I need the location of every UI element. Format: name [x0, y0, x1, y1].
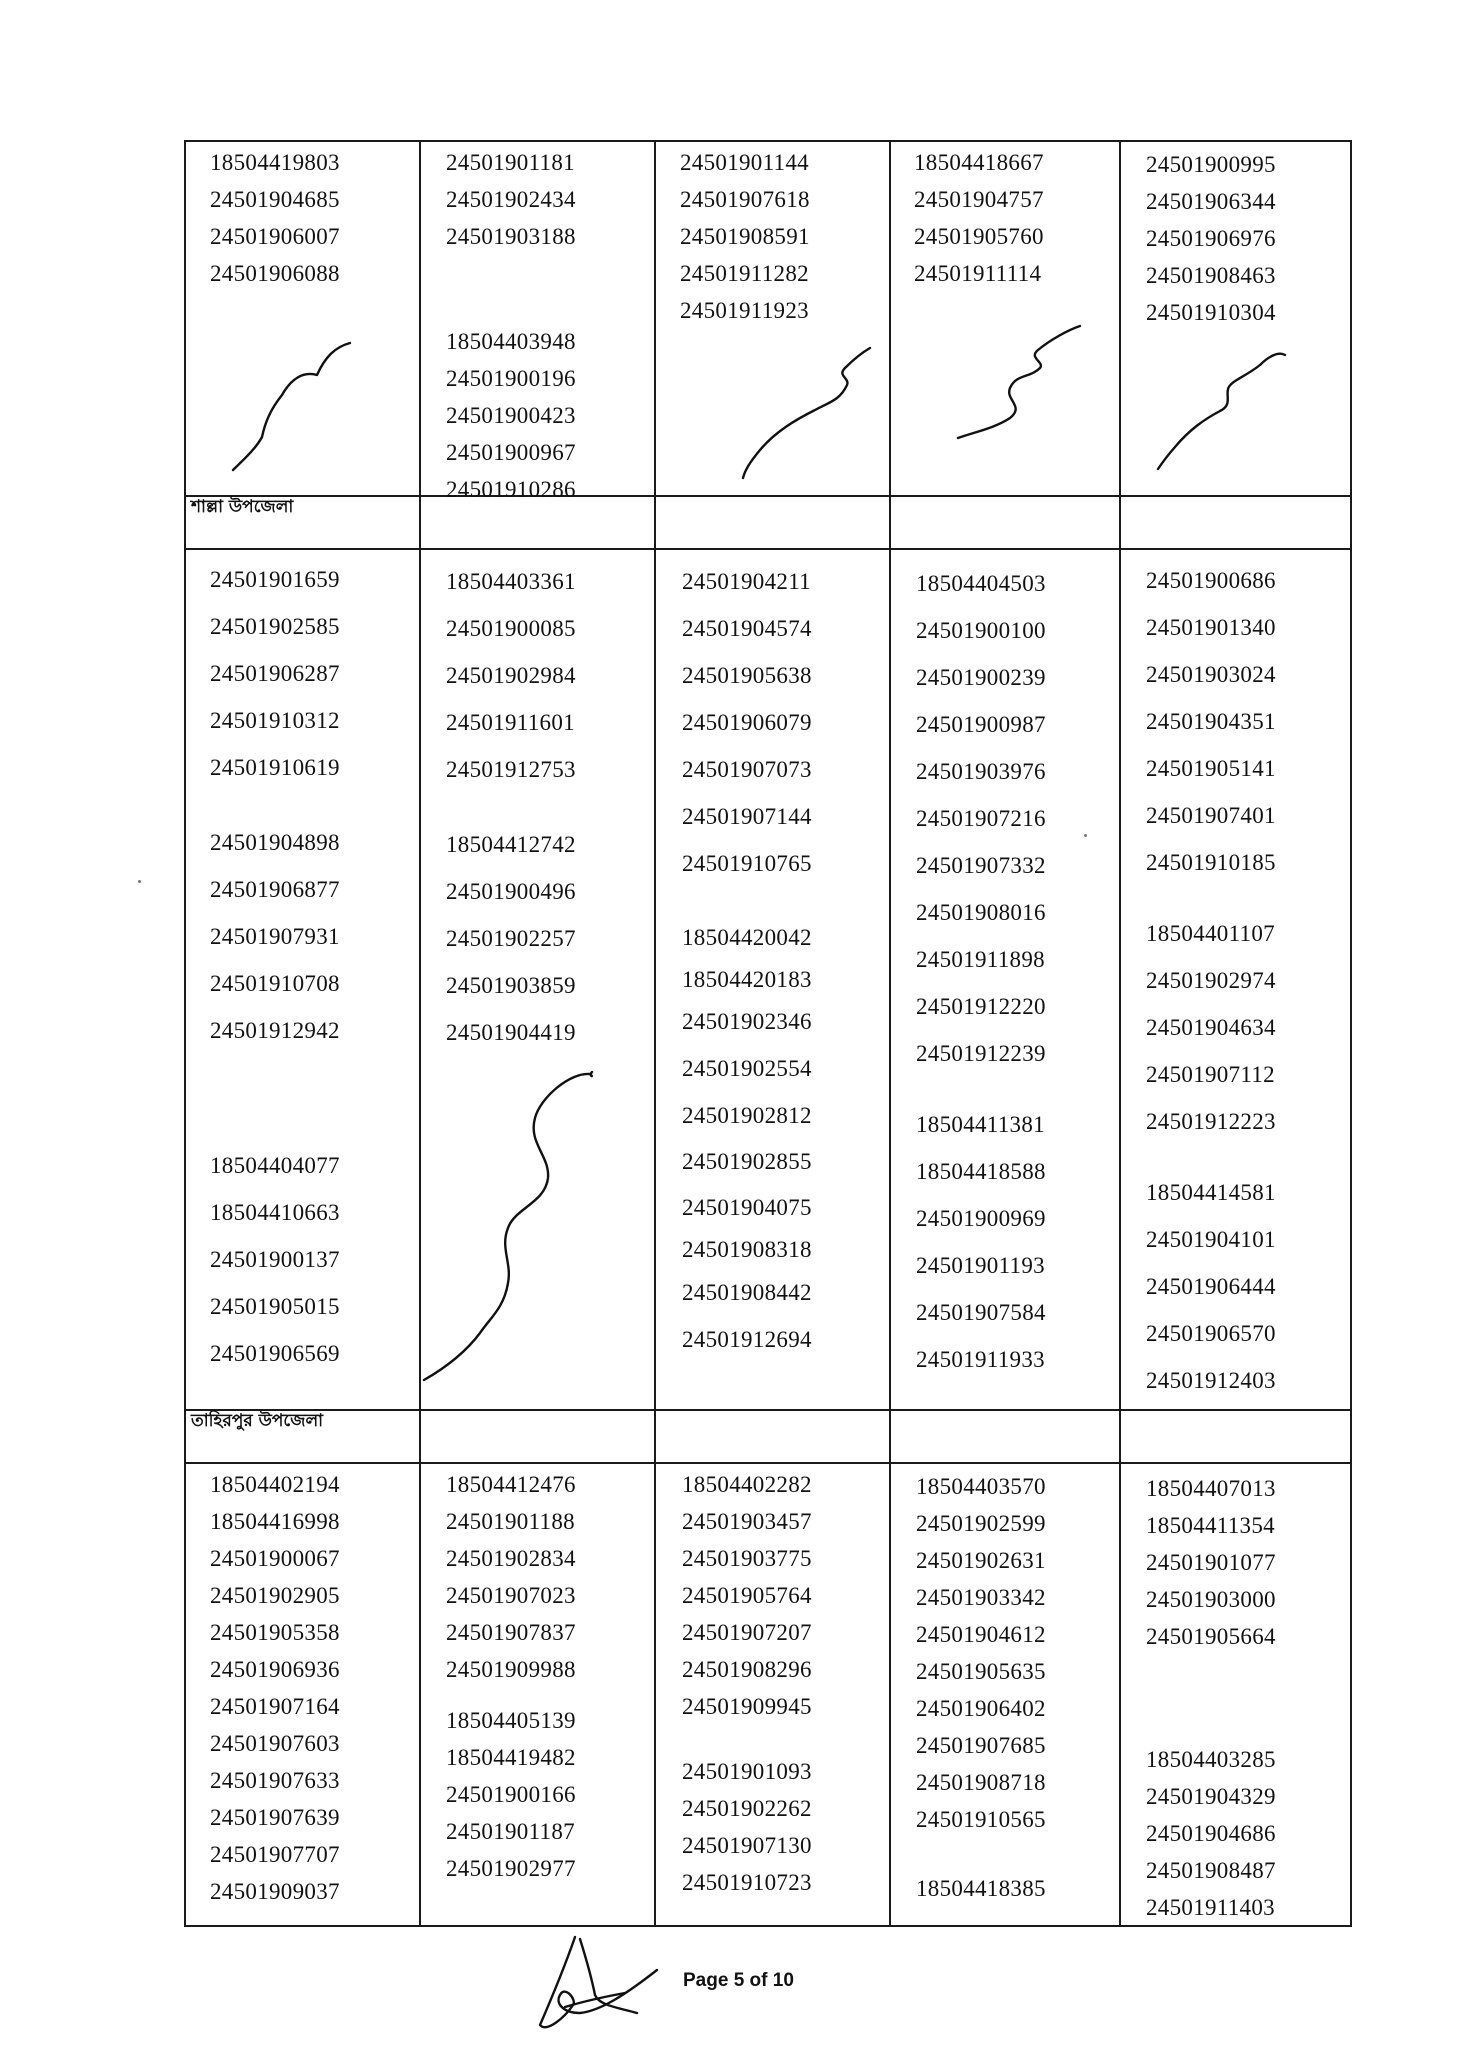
list-item: 24501900967: [446, 440, 576, 465]
list-item: 24501907931: [210, 924, 340, 949]
list-item: 24501907837: [446, 1620, 576, 1645]
list-item: 24501902585: [210, 614, 340, 639]
list-item: 24501902984: [446, 663, 576, 688]
list-item: 24501912753: [446, 757, 576, 782]
list-item: 24501904634: [1146, 1015, 1276, 1040]
list-item: 24501908487: [1146, 1858, 1276, 1883]
list-item: 24501907707: [210, 1842, 340, 1867]
list-item: 24501907633: [210, 1768, 340, 1793]
section-3-column-2: [446, 1466, 576, 1887]
list-item: 24501902262: [682, 1796, 812, 1821]
list-item: 18504410663: [210, 1200, 340, 1225]
table-column-divider: [419, 140, 421, 1927]
section-1-column-4: [914, 144, 1044, 292]
list-item: 18504419803: [210, 150, 340, 175]
list-item: 18504418385: [916, 1876, 1046, 1901]
list-item: 18504414581: [1146, 1180, 1276, 1205]
list-item: 18504402194: [210, 1472, 340, 1497]
list-item: 24501906936: [210, 1657, 340, 1682]
list-item: 24501900067: [210, 1546, 340, 1571]
list-item: 18504403570: [916, 1474, 1046, 1499]
list-item: 24501909988: [446, 1657, 576, 1682]
list-item: 24501901193: [916, 1253, 1045, 1278]
list-item: 24501908463: [1146, 263, 1276, 288]
section-3-column-4: [916, 1468, 1046, 1907]
list-item: 24501904686: [1146, 1821, 1276, 1846]
list-item: 18504411354: [1146, 1513, 1275, 1538]
section-label-tahirpur: তাহিরপুর উপজেলা: [191, 1411, 324, 1431]
number-group: [914, 144, 1044, 292]
number-group: [916, 1468, 1046, 1838]
list-item: 24501912403: [1146, 1368, 1276, 1393]
list-item: 24501911898: [916, 947, 1045, 972]
list-item: 24501910765: [682, 851, 812, 876]
list-item: 24501904612: [916, 1622, 1046, 1647]
list-item: 24501901187: [446, 1819, 575, 1844]
list-item: 24501907112: [1146, 1062, 1275, 1087]
list-item: 24501907164: [210, 1694, 340, 1719]
section-1-column-1: [210, 144, 340, 292]
list-item: 24501908016: [916, 900, 1046, 925]
list-item: 24501903024: [1146, 662, 1276, 687]
list-item: 18504405139: [446, 1708, 576, 1733]
list-item: 24501900995: [1146, 152, 1276, 177]
list-item: 24501903775: [682, 1546, 812, 1571]
list-item: 24501901093: [682, 1759, 812, 1784]
list-item: 24501902977: [446, 1856, 576, 1881]
number-group: [682, 1753, 812, 1901]
list-item: 24501902812: [682, 1103, 812, 1128]
table-border-left: [184, 140, 186, 1927]
list-item: 24501904329: [1146, 1784, 1276, 1809]
pen-stroke-mark: [735, 340, 885, 480]
list-item: 24501908318: [682, 1237, 812, 1262]
list-item: 18504404077: [210, 1153, 340, 1178]
number-group: [210, 1466, 340, 1910]
list-item: 18504416998: [210, 1509, 340, 1534]
number-group: [446, 144, 576, 255]
list-item: 24501901340: [1146, 615, 1276, 640]
list-item: 24501906079: [682, 710, 812, 735]
number-group: [1146, 1470, 1276, 1655]
list-item: 24501906976: [1146, 226, 1276, 251]
list-item: 24501904685: [210, 187, 340, 212]
list-item: 24501910312: [210, 708, 340, 733]
list-item: 18504407013: [1146, 1476, 1276, 1501]
list-item: 24501905015: [210, 1294, 340, 1319]
list-item: 24501906444: [1146, 1274, 1276, 1299]
list-item: 18504402282: [682, 1472, 812, 1497]
list-item: 24501905638: [682, 663, 812, 688]
list-item: 18504403361: [446, 569, 576, 594]
list-item: 24501900496: [446, 879, 576, 904]
section-2-column-1: [210, 556, 340, 1377]
list-item: 24501901181: [446, 150, 575, 175]
section-label-shalla: শাল্লা উপজেলা: [191, 497, 294, 517]
number-group: [446, 1466, 576, 1688]
section-2-column-2: [446, 558, 576, 1056]
list-item: 24501901077: [1146, 1550, 1276, 1575]
list-item: 24501900423: [446, 403, 576, 428]
list-item: 24501907603: [210, 1731, 340, 1756]
list-item: 24501910619: [210, 755, 340, 780]
section-1-column-3: [680, 144, 810, 329]
list-item: 18504401107: [1146, 921, 1275, 946]
list-item: 18504403285: [1146, 1747, 1276, 1772]
list-item: 24501911282: [680, 261, 809, 286]
list-item: 24501908718: [916, 1770, 1046, 1795]
number-group: [1146, 1169, 1276, 1404]
number-group: [446, 821, 576, 1056]
list-item: 24501902855: [682, 1149, 812, 1174]
list-item: 24501904101: [1146, 1227, 1276, 1252]
list-item: 24501907023: [446, 1583, 576, 1608]
table-column-divider: [654, 140, 656, 1927]
list-item: 24501911403: [1146, 1895, 1275, 1920]
number-group: [916, 1870, 1046, 1907]
list-item: 24501905635: [916, 1659, 1046, 1684]
stray-mark: [1084, 834, 1087, 837]
number-group: [210, 819, 340, 1054]
list-item: 18504411381: [916, 1112, 1045, 1137]
list-item: 24501902257: [446, 926, 576, 951]
list-item: 24501902346: [682, 1009, 812, 1034]
list-item: 24501904574: [682, 616, 812, 641]
table-row-divider: [184, 1462, 1352, 1464]
list-item: 24501906287: [210, 661, 340, 686]
list-item: 24501904211: [682, 569, 811, 594]
number-group: [916, 1101, 1046, 1383]
list-item: 24501907401: [1146, 803, 1276, 828]
list-item: 24501901144: [680, 150, 809, 175]
list-item: 24501907639: [210, 1805, 340, 1830]
list-item: 24501907144: [682, 804, 812, 829]
list-item: 24501912239: [916, 1041, 1046, 1066]
table-row-divider: [184, 1409, 1352, 1411]
stray-mark: [138, 880, 141, 883]
list-item: 24501900166: [446, 1782, 576, 1807]
list-item: 18504404503: [916, 571, 1046, 596]
list-item: 24501912220: [916, 994, 1046, 1019]
list-item: 24501907584: [916, 1300, 1046, 1325]
list-item: 24501910286: [446, 477, 576, 502]
list-item: 24501903000: [1146, 1587, 1276, 1612]
list-item: 24501901188: [446, 1509, 575, 1534]
list-item: 24501908296: [682, 1657, 812, 1682]
list-item: 24501911933: [916, 1347, 1045, 1372]
list-item: 24501907130: [682, 1833, 812, 1858]
handwritten-signature: [525, 1925, 665, 2040]
page-number: Page 5 of 10: [683, 1970, 794, 1991]
list-item: 24501902599: [916, 1511, 1046, 1536]
list-item: 24501910708: [210, 971, 340, 996]
list-item: 24501911114: [914, 261, 1042, 286]
list-item: 24501904898: [210, 830, 340, 855]
section-1-column-2: [446, 144, 576, 508]
list-item: 24501905664: [1146, 1624, 1276, 1649]
section-2-column-5: [1146, 557, 1276, 1404]
list-item: 24501909037: [210, 1879, 340, 1904]
list-item: 18504403948: [446, 329, 576, 354]
list-item: 24501906877: [210, 877, 340, 902]
list-item: 24501906088: [210, 261, 340, 286]
list-item: 24501902974: [1146, 968, 1276, 993]
pen-stroke-mark: [950, 318, 1090, 458]
list-item: 24501907332: [916, 853, 1046, 878]
list-item: 24501911601: [446, 710, 575, 735]
list-item: 24501907685: [916, 1733, 1046, 1758]
list-item: 24501900686: [1146, 568, 1276, 593]
list-item: 24501909945: [682, 1694, 812, 1719]
list-item: 18504412742: [446, 832, 576, 857]
list-item: 18504420042: [682, 925, 812, 950]
list-item: 24501900987: [916, 712, 1046, 737]
section-2-column-4: [916, 560, 1046, 1383]
list-item: 24501904075: [682, 1195, 812, 1220]
table-column-divider: [1119, 140, 1121, 1927]
number-group: [682, 915, 812, 1363]
list-item: 24501906569: [210, 1341, 340, 1366]
list-item: 24501903342: [916, 1585, 1046, 1610]
list-item: 24501910304: [1146, 300, 1276, 325]
list-item: 24501900969: [916, 1206, 1046, 1231]
list-item: 18504420183: [682, 967, 812, 992]
list-item: 24501912223: [1146, 1109, 1276, 1134]
number-group: [916, 560, 1046, 1077]
list-item: 24501904419: [446, 1020, 576, 1045]
section-1-column-5: [1146, 146, 1276, 331]
number-group: [210, 144, 340, 292]
number-group: [446, 1702, 576, 1887]
list-item: 24501912942: [210, 1018, 340, 1043]
list-item: 24501910185: [1146, 850, 1276, 875]
list-item: 24501901659: [210, 567, 340, 592]
list-item: 18504418667: [914, 150, 1044, 175]
list-item: 24501907207: [682, 1620, 812, 1645]
list-item: 24501902554: [682, 1056, 812, 1081]
list-item: 24501906570: [1146, 1321, 1276, 1346]
section-2-column-3: [682, 558, 812, 1363]
list-item: 24501903859: [446, 973, 576, 998]
list-item: 24501902834: [446, 1546, 576, 1571]
number-group: [1146, 557, 1276, 886]
list-item: 24501907216: [916, 806, 1046, 831]
list-item: 24501912694: [682, 1327, 812, 1352]
table-border-top: [184, 140, 1352, 142]
list-item: 24501900085: [446, 616, 576, 641]
number-group: [1146, 910, 1276, 1145]
pen-stroke-mark: [225, 335, 355, 475]
list-item: 24501906007: [210, 224, 340, 249]
list-item: 24501900137: [210, 1247, 340, 1272]
list-item: 24501907618: [680, 187, 810, 212]
list-item: 24501900100: [916, 618, 1046, 643]
list-item: 24501900196: [446, 366, 576, 391]
number-group: [446, 558, 576, 793]
number-group: [1146, 1741, 1276, 1926]
list-item: 24501905760: [914, 224, 1044, 249]
list-item: 24501910723: [682, 1870, 812, 1895]
table-row-divider: [184, 548, 1352, 550]
number-group: [446, 323, 576, 508]
list-item: 24501911923: [680, 298, 809, 323]
list-item: 24501902905: [210, 1583, 340, 1608]
list-item: 18504412476: [446, 1472, 576, 1497]
list-item: 24501903188: [446, 224, 576, 249]
list-item: 24501900239: [916, 665, 1046, 690]
list-item: 24501906402: [916, 1696, 1046, 1721]
list-item: 24501908591: [680, 224, 810, 249]
pen-stroke-mark: [420, 1068, 610, 1383]
list-item: 24501907073: [682, 757, 812, 782]
list-item: 24501902434: [446, 187, 576, 212]
section-3-column-3: [682, 1466, 812, 1901]
list-item: 24501903976: [916, 759, 1046, 784]
list-item: 24501910565: [916, 1807, 1046, 1832]
list-item: 18504419482: [446, 1745, 576, 1770]
number-group: [210, 1142, 340, 1377]
number-group: [680, 144, 810, 329]
list-item: 24501905764: [682, 1583, 812, 1608]
table-row-divider: [184, 495, 1352, 497]
list-item: 24501903457: [682, 1509, 812, 1534]
number-group: [682, 1466, 812, 1725]
list-item: 24501906344: [1146, 189, 1276, 214]
number-group: [210, 556, 340, 791]
section-3-column-5: [1146, 1470, 1276, 1926]
list-item: 24501905358: [210, 1620, 340, 1645]
list-item: 24501905141: [1146, 756, 1276, 781]
table-border-right: [1350, 140, 1352, 1927]
number-group: [682, 558, 812, 887]
section-3-column-1: [210, 1466, 340, 1910]
list-item: 24501908442: [682, 1280, 812, 1305]
pen-stroke-mark: [1150, 347, 1295, 477]
number-group: [1146, 146, 1276, 331]
list-item: 24501904351: [1146, 709, 1276, 734]
table-column-divider: [889, 140, 891, 1927]
list-item: 24501904757: [914, 187, 1044, 212]
list-item: 24501902631: [916, 1548, 1046, 1573]
list-item: 18504418588: [916, 1159, 1046, 1184]
